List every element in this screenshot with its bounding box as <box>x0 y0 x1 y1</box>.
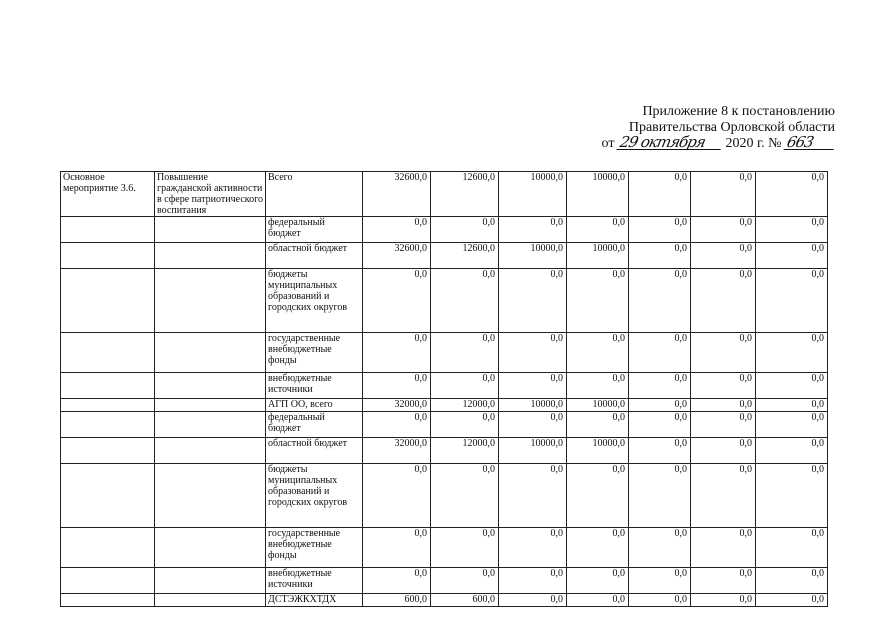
measure-name-cell <box>155 412 266 438</box>
measure-cell <box>61 333 155 373</box>
value-cell: 0,0 <box>363 217 431 243</box>
value-cell: 0,0 <box>499 269 567 333</box>
measure-name-cell <box>155 464 266 528</box>
value-cell: 10000,0 <box>567 243 629 269</box>
table-row <box>61 333 828 373</box>
funding-source-cell: областной бюджет <box>266 243 363 269</box>
measure-name-cell: Повышение гражданской активности в сфере патриотического воспитания <box>155 172 266 217</box>
value-cell: 0,0 <box>691 568 756 594</box>
handwritten-number: 663 <box>784 136 837 150</box>
value-cell: 0,0 <box>363 333 431 373</box>
value-cell: 0,0 <box>567 217 629 243</box>
value-cell: 12000,0 <box>431 438 499 464</box>
value-cell: 0,0 <box>363 528 431 568</box>
measure-cell <box>61 464 155 528</box>
table-row <box>61 373 828 399</box>
measure-name-cell <box>155 438 266 464</box>
value-cell: 0,0 <box>629 412 691 438</box>
value-cell: 0,0 <box>567 464 629 528</box>
value-cell: 0,0 <box>756 269 828 333</box>
value-cell: 0,0 <box>629 594 691 607</box>
funding-source-cell: Всего <box>266 172 363 217</box>
value-cell: 0,0 <box>756 333 828 373</box>
value-cell: 0,0 <box>756 243 828 269</box>
value-cell: 0,0 <box>499 568 567 594</box>
handwritten-date: 29 октября <box>616 136 723 150</box>
value-cell: 0,0 <box>756 528 828 568</box>
value-cell: 0,0 <box>363 568 431 594</box>
value-cell: 10000,0 <box>567 399 629 412</box>
table-row <box>61 528 828 568</box>
value-cell: 0,0 <box>499 464 567 528</box>
value-cell: 0,0 <box>499 217 567 243</box>
table-row <box>61 594 828 607</box>
value-cell: 10000,0 <box>567 172 629 217</box>
value-cell: 0,0 <box>567 568 629 594</box>
value-cell: 0,0 <box>691 217 756 243</box>
value-cell: 0,0 <box>499 333 567 373</box>
table-row <box>61 243 828 269</box>
value-cell: 0,0 <box>629 243 691 269</box>
table-row <box>61 568 828 594</box>
value-cell: 0,0 <box>691 172 756 217</box>
measure-name-cell <box>155 399 266 412</box>
value-cell: 0,0 <box>499 373 567 399</box>
value-cell: 0,0 <box>691 464 756 528</box>
value-cell: 0,0 <box>691 594 756 607</box>
measure-cell <box>61 594 155 607</box>
value-cell: 0,0 <box>629 217 691 243</box>
value-cell: 10000,0 <box>499 438 567 464</box>
value-cell: 32600,0 <box>363 172 431 217</box>
funding-source-cell: федеральный бюджет <box>266 412 363 438</box>
value-cell: 0,0 <box>756 399 828 412</box>
table-row <box>61 172 828 217</box>
measure-cell <box>61 568 155 594</box>
value-cell: 0,0 <box>629 373 691 399</box>
header-from-prefix: от <box>601 136 615 151</box>
measure-name-cell <box>155 269 266 333</box>
measure-cell <box>61 412 155 438</box>
value-cell: 600,0 <box>363 594 431 607</box>
budget-table <box>60 171 828 607</box>
value-cell: 0,0 <box>363 373 431 399</box>
funding-source-cell: АГП ОО, всего <box>266 399 363 412</box>
value-cell: 0,0 <box>629 399 691 412</box>
funding-source-cell: внебюджетные источники <box>266 568 363 594</box>
value-cell: 0,0 <box>629 568 691 594</box>
measure-name-cell <box>155 333 266 373</box>
measure-name-cell <box>155 528 266 568</box>
funding-source-cell: ДСТЭЖКХТДХ <box>266 594 363 607</box>
value-cell: 0,0 <box>629 464 691 528</box>
value-cell: 0,0 <box>691 333 756 373</box>
measure-name-cell <box>155 243 266 269</box>
value-cell: 0,0 <box>691 528 756 568</box>
measure-name-cell <box>155 373 266 399</box>
value-cell: 0,0 <box>567 412 629 438</box>
value-cell: 0,0 <box>431 217 499 243</box>
value-cell: 0,0 <box>629 172 691 217</box>
measure-cell <box>61 217 155 243</box>
value-cell: 600,0 <box>431 594 499 607</box>
value-cell: 0,0 <box>691 412 756 438</box>
value-cell: 0,0 <box>756 217 828 243</box>
value-cell: 0,0 <box>629 333 691 373</box>
funding-source-cell: областной бюджет <box>266 438 363 464</box>
value-cell: 0,0 <box>567 333 629 373</box>
table-row <box>61 269 828 333</box>
funding-source-cell: бюджеты муниципальных образований и городских округов <box>266 269 363 333</box>
value-cell: 0,0 <box>691 399 756 412</box>
value-cell: 32000,0 <box>363 438 431 464</box>
value-cell: 0,0 <box>431 568 499 594</box>
value-cell: 0,0 <box>499 528 567 568</box>
value-cell: 0,0 <box>363 464 431 528</box>
value-cell: 0,0 <box>499 412 567 438</box>
value-cell: 10000,0 <box>499 172 567 217</box>
value-cell: 0,0 <box>363 412 431 438</box>
budget-table-body <box>61 172 828 607</box>
document-header <box>585 104 835 152</box>
funding-source-cell: государственные внебюджетные фонды <box>266 528 363 568</box>
value-cell: 0,0 <box>363 269 431 333</box>
funding-source-cell: государственные внебюджетные фонды <box>266 333 363 373</box>
value-cell: 0,0 <box>756 594 828 607</box>
value-cell: 0,0 <box>567 528 629 568</box>
measure-name-cell <box>155 217 266 243</box>
value-cell: 0,0 <box>691 269 756 333</box>
measure-name-cell <box>155 568 266 594</box>
measure-cell <box>61 528 155 568</box>
header-line-3 <box>585 133 835 152</box>
value-cell: 12600,0 <box>431 172 499 217</box>
header-line-1: Приложение 8 к постановлению <box>642 104 835 119</box>
value-cell: 0,0 <box>431 373 499 399</box>
table-row <box>61 217 828 243</box>
value-cell: 0,0 <box>567 373 629 399</box>
header-year-text: 2020 г. № <box>725 136 782 151</box>
value-cell: 0,0 <box>431 412 499 438</box>
value-cell: 10000,0 <box>499 399 567 412</box>
measure-cell: Основное мероприятие 3.6. <box>61 172 155 217</box>
value-cell: 0,0 <box>431 333 499 373</box>
header-line-2: Правительства Орловской области <box>628 120 835 135</box>
value-cell: 12600,0 <box>431 243 499 269</box>
value-cell: 0,0 <box>691 373 756 399</box>
measure-cell <box>61 399 155 412</box>
funding-source-cell: бюджеты муниципальных образований и городских округов <box>266 464 363 528</box>
value-cell: 0,0 <box>756 373 828 399</box>
value-cell: 0,0 <box>629 528 691 568</box>
value-cell: 32000,0 <box>363 399 431 412</box>
value-cell: 0,0 <box>691 438 756 464</box>
value-cell: 12000,0 <box>431 399 499 412</box>
value-cell: 0,0 <box>756 438 828 464</box>
funding-source-cell: федеральный бюджет <box>266 217 363 243</box>
measure-cell <box>61 373 155 399</box>
value-cell: 0,0 <box>499 594 567 607</box>
value-cell: 10000,0 <box>499 243 567 269</box>
value-cell: 0,0 <box>567 594 629 607</box>
value-cell: 0,0 <box>431 464 499 528</box>
value-cell: 0,0 <box>629 269 691 333</box>
funding-source-cell: внебюджетные источники <box>266 373 363 399</box>
value-cell: 0,0 <box>756 568 828 594</box>
value-cell: 32600,0 <box>363 243 431 269</box>
table-row <box>61 464 828 528</box>
value-cell: 0,0 <box>629 438 691 464</box>
value-cell: 0,0 <box>431 528 499 568</box>
value-cell: 0,0 <box>431 269 499 333</box>
value-cell: 0,0 <box>756 412 828 438</box>
table-row <box>61 412 828 438</box>
value-cell: 0,0 <box>691 243 756 269</box>
value-cell: 0,0 <box>756 172 828 217</box>
value-cell: 10000,0 <box>567 438 629 464</box>
measure-cell <box>61 243 155 269</box>
measure-cell <box>61 438 155 464</box>
table-row <box>61 399 828 412</box>
value-cell: 0,0 <box>756 464 828 528</box>
table-row <box>61 438 828 464</box>
value-cell: 0,0 <box>567 269 629 333</box>
measure-name-cell <box>155 594 266 607</box>
measure-cell <box>61 269 155 333</box>
